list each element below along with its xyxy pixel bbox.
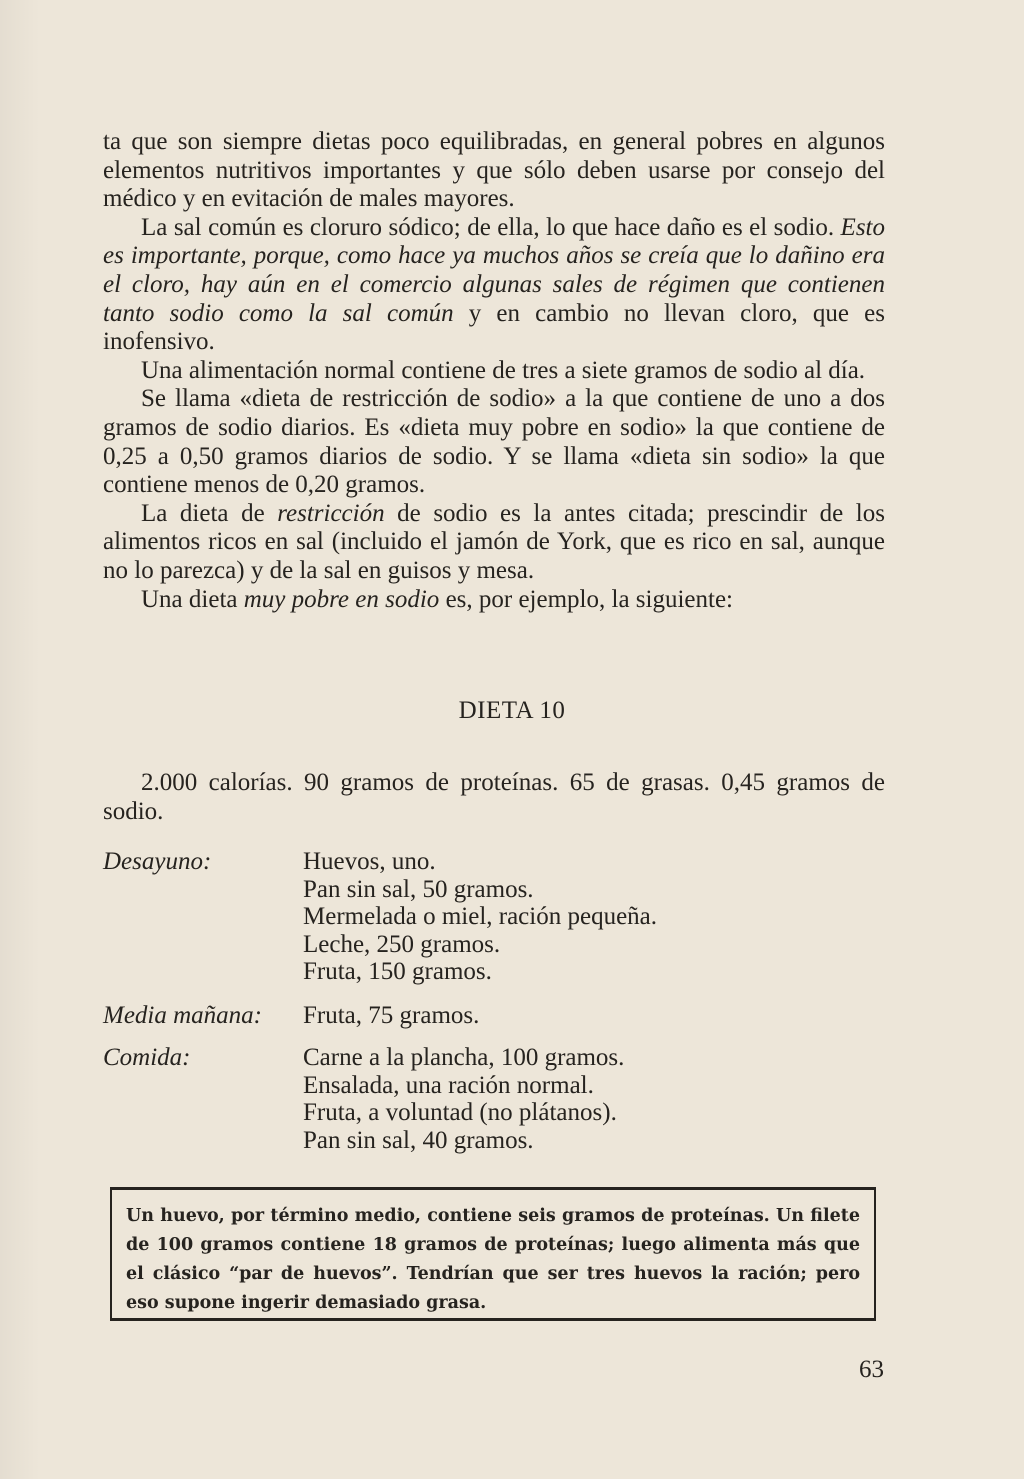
paragraph-5-start: La dieta de — [141, 499, 278, 527]
meal-item: Pan sin sal, 50 gramos. — [303, 875, 534, 903]
note-box — [110, 1187, 876, 1321]
page-number: 63 — [859, 1356, 884, 1383]
meal-label: Media mañana: — [103, 1002, 262, 1029]
paragraph-5 — [103, 500, 885, 586]
meal-item: Fruta, 75 gramos. — [303, 1002, 480, 1029]
paragraph-4: Se llama «dieta de restricción de sodio» a la que contiene de uno a dos gramos de sodio diarios. Es «dieta muy pobre en sodio» la que contiene de 0,25 a 0,50 gramos diarios de sodio. Y se llama «dieta sin sodio» la que contiene menos de 0,20 gramos. — [103, 385, 885, 499]
meal-label: Desayuno: — [103, 848, 212, 875]
meal-item: Huevos, uno. — [303, 848, 436, 875]
binding-shadow — [0, 0, 40, 1479]
meal-item: Mermelada o miel, ración pequeña. — [303, 903, 658, 930]
paragraph-1: ta que son siempre dietas poco equilibradas, en general pobres en algunos elementos nutritivos importantes y que sólo deben usarse por consejo del médico y en evitación de males mayores. — [103, 128, 885, 213]
paragraph-6-start: Una dieta — [141, 585, 244, 613]
paragraph-5-end: de sodio es la antes citada; prescindir de los alimentos ricos en sal (incluido el jamón de York, que es rico en sal, aunque no lo parezca) y de la sal en guisos y mesa. — [103, 499, 885, 584]
paragraph-6-end: es, por ejemplo, la siguiente: — [439, 585, 733, 613]
meal-item: Leche, 250 gramos. — [303, 930, 501, 958]
meal-items — [303, 1044, 624, 1154]
diet-title: DIETA 10 — [458, 697, 566, 724]
paragraph-5-italic: restricción — [277, 499, 385, 527]
paragraph-2 — [103, 214, 885, 357]
meal-label: Comida: — [103, 1044, 191, 1071]
meal-item: Fruta, 150 gramos. — [303, 958, 492, 985]
meal-item: Carne a la plancha, 100 gramos. — [303, 1044, 625, 1071]
meal-item: Pan sin sal, 40 gramos. — [303, 1126, 534, 1154]
paragraph-3: Una alimentación normal contiene de tres a siete gramos de sodio al día. — [141, 356, 866, 384]
diet-summary: 2.000 calorías. 90 gramos de proteínas. 65 de grasas. 0,45 gramos de sodio. — [103, 769, 885, 825]
paragraph-2-start: La sal común es cloruro sódico; de ella, lo que hace daño es el sodio. — [141, 213, 841, 241]
meal-items — [303, 848, 657, 986]
paragraph-6-italic: muy pobre en sodio — [243, 585, 440, 613]
note-box-text: Un huevo, por término medio, contiene seis gramos de proteínas. Un filete de 100 gramos contiene 18 gramos de proteínas; luego alimenta más que el clásico “par de huevos”. Tendrían que ser tres huevos la ración; pero eso supone ingerir demasiado grasa. — [126, 1206, 860, 1313]
meal-items — [303, 1002, 479, 1030]
meal-item: Ensalada, una ración normal. — [303, 1071, 594, 1099]
body-text — [103, 128, 885, 614]
meal-item: Fruta, a voluntad (no plátanos). — [303, 1099, 617, 1126]
paragraph-2-italic: Esto es importante, porque, como hace ya muchos años se creía que lo dañino era el cloro, hay aún en el comercio algunas sales de régimen que contienen tanto sodio como la sal común — [103, 213, 885, 327]
paragraph-6 — [103, 586, 885, 615]
paragraph-2-end: y en cambio no llevan cloro, que es inofensivo. — [103, 299, 885, 356]
